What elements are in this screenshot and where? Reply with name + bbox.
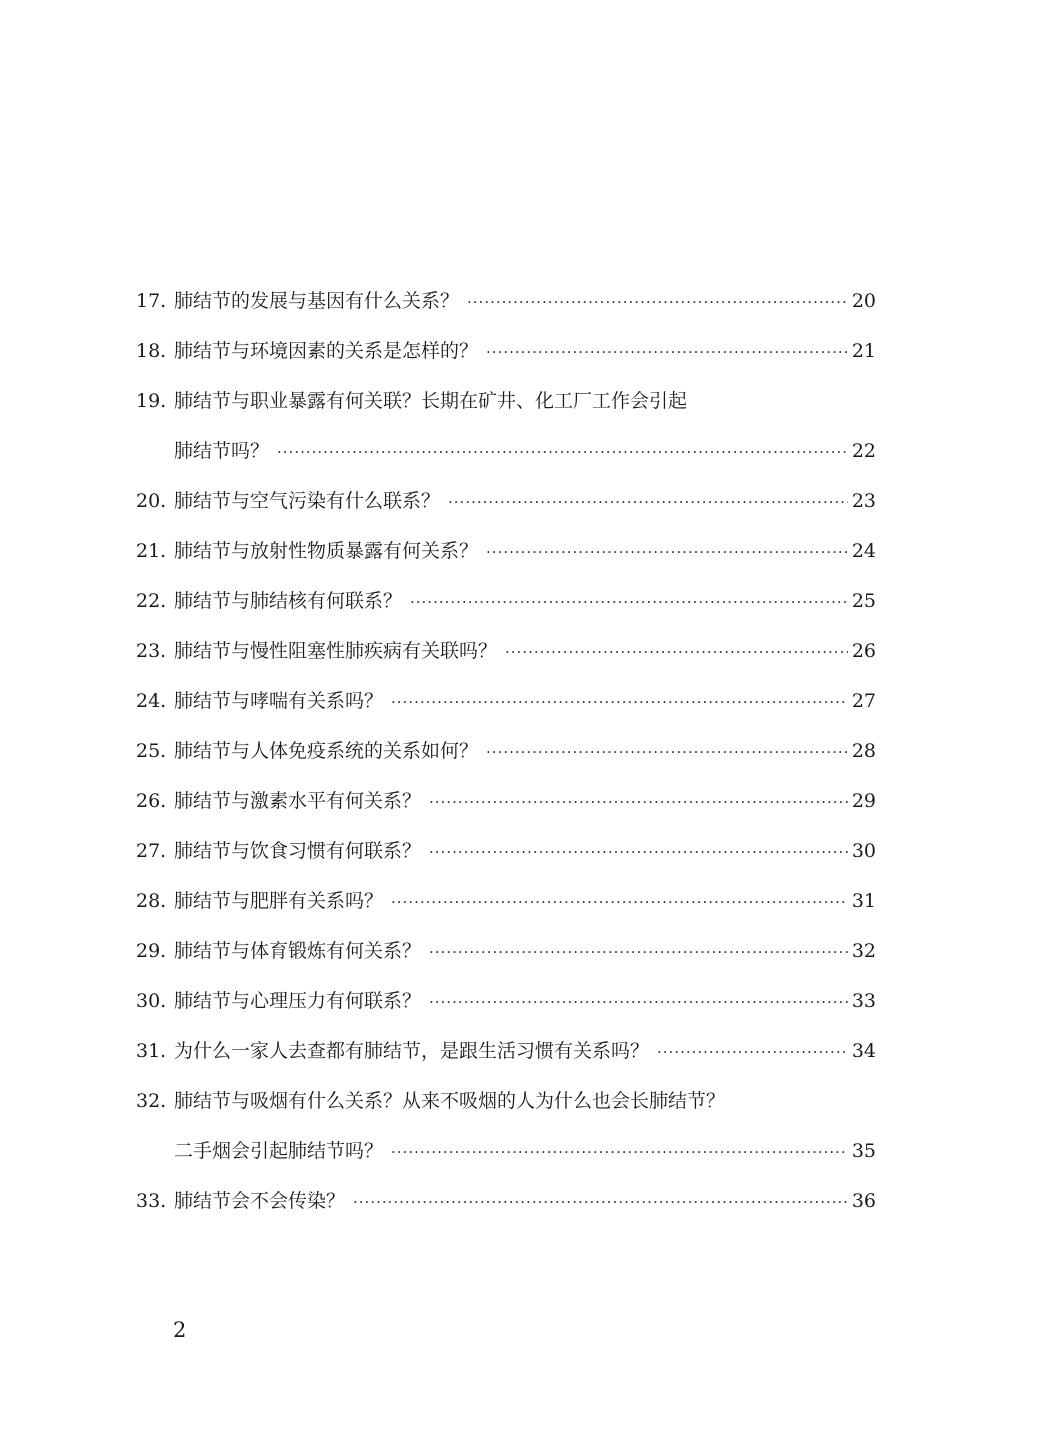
toc-entry[interactable] <box>136 884 876 934</box>
toc-entry-number: 27. <box>136 840 167 862</box>
toc-entry-title: 肺结节与放射性物质暴露有何关系？ <box>174 540 479 562</box>
toc-page-number: 33 <box>851 990 876 1012</box>
dot-leader <box>486 735 848 769</box>
toc-page-number: 36 <box>851 1190 876 1212</box>
toc-entry-continuation[interactable] <box>136 434 876 484</box>
dot-leader <box>429 835 848 869</box>
toc-entry-number: 29. <box>136 940 167 962</box>
dot-leader <box>657 1035 848 1069</box>
toc-entry-number: 18. <box>136 340 167 362</box>
toc-entry-number: 21. <box>136 540 167 562</box>
toc-entry-title: 肺结节与吸烟有什么关系？从来不吸烟的人为什么也会长肺结节？ <box>174 1090 726 1112</box>
toc-page-number: 26 <box>851 640 876 662</box>
dot-leader <box>429 985 848 1019</box>
dot-leader <box>391 885 848 919</box>
toc-entry-title: 肺结节会不会传染？ <box>174 1190 346 1212</box>
toc-entry-number: 24. <box>136 690 167 712</box>
toc-entry[interactable] <box>136 334 876 384</box>
toc-entry-number: 22. <box>136 590 167 612</box>
toc-page-number: 25 <box>851 590 876 612</box>
toc-entry-continuation[interactable] <box>136 1134 876 1184</box>
toc-page-number: 34 <box>851 1040 876 1062</box>
dot-leader <box>486 535 848 569</box>
toc-entry-title: 肺结节的发展与基因有什么关系？ <box>174 290 460 312</box>
dot-leader <box>448 485 848 519</box>
toc-entry-number: 28. <box>136 890 167 912</box>
toc-entry-number: 33. <box>136 1190 167 1212</box>
toc-page-number: 31 <box>851 890 876 912</box>
toc-entry-number: 30. <box>136 990 167 1012</box>
toc-entry-number: 17. <box>136 290 167 312</box>
toc-entry-title: 二手烟会引起肺结节吗？ <box>174 1140 384 1162</box>
toc-entry[interactable] <box>136 734 876 784</box>
toc-entry[interactable] <box>136 1184 876 1234</box>
toc-entry-number: 20. <box>136 490 167 512</box>
toc-page-number: 30 <box>851 840 876 862</box>
toc-entry-number: 31. <box>136 1040 167 1062</box>
toc-entry-title: 肺结节与职业暴露有何关联？长期在矿井、化工厂工作会引起 <box>174 390 688 412</box>
toc-page-number: 28 <box>851 740 876 762</box>
toc-entry-number: 25. <box>136 740 167 762</box>
toc-entry[interactable] <box>136 384 876 434</box>
toc-page-number: 35 <box>851 1140 876 1162</box>
toc-entry[interactable] <box>136 1034 876 1084</box>
toc-entry-title: 肺结节与空气污染有什么联系？ <box>174 490 441 512</box>
toc-entry-title: 肺结节与人体免疫系统的关系如何？ <box>174 740 479 762</box>
dot-leader <box>429 785 848 819</box>
dot-leader <box>486 335 848 369</box>
toc-entry[interactable] <box>136 934 876 984</box>
toc-entry-title: 肺结节与饮食习惯有何联系？ <box>174 840 422 862</box>
dot-leader <box>353 1185 848 1219</box>
toc-entry-number: 19. <box>136 390 167 412</box>
toc-page-number: 21 <box>851 340 876 362</box>
toc-entry[interactable] <box>136 834 876 884</box>
toc-entry-title: 为什么一家人去查都有肺结节，是跟生活习惯有关系吗？ <box>174 1040 650 1062</box>
toc-entry-title: 肺结节与体育锻炼有何关系？ <box>174 940 422 962</box>
toc-page-number: 27 <box>851 690 876 712</box>
toc-entry[interactable] <box>136 684 876 734</box>
toc-entry[interactable] <box>136 584 876 634</box>
toc-entry-title: 肺结节与肥胖有关系吗？ <box>174 890 384 912</box>
toc-entry-number: 23. <box>136 640 167 662</box>
toc-entry-title: 肺结节与肺结核有何联系？ <box>174 590 403 612</box>
toc-entry-title: 肺结节与激素水平有何关系？ <box>174 790 422 812</box>
toc-entry-number: 26. <box>136 790 167 812</box>
toc-entry-title: 肺结节吗？ <box>174 440 270 462</box>
dot-leader <box>429 935 848 969</box>
toc-page-number: 22 <box>851 440 876 462</box>
toc-page-number: 24 <box>851 540 876 562</box>
toc-entry-title: 肺结节与心理压力有何联系？ <box>174 990 422 1012</box>
toc-entry[interactable] <box>136 284 876 334</box>
toc-entry-title: 肺结节与哮喘有关系吗？ <box>174 690 384 712</box>
toc-entry-title: 肺结节与环境因素的关系是怎样的？ <box>174 340 479 362</box>
toc-entry-number: 32. <box>136 1090 167 1112</box>
toc-entry[interactable] <box>136 634 876 684</box>
toc-entry[interactable] <box>136 784 876 834</box>
toc-page-number: 32 <box>851 940 876 962</box>
toc-entry[interactable] <box>136 534 876 584</box>
toc-entry[interactable] <box>136 484 876 534</box>
dot-leader <box>505 635 848 669</box>
dot-leader <box>391 685 848 719</box>
dot-leader <box>467 285 848 319</box>
dot-leader <box>277 435 848 469</box>
dot-leader <box>391 1135 848 1169</box>
toc-entry[interactable] <box>136 1084 876 1134</box>
toc-entry-title: 肺结节与慢性阻塞性肺疾病有关联吗？ <box>174 640 498 662</box>
toc-entry[interactable] <box>136 984 876 1034</box>
toc-page-number: 29 <box>851 790 876 812</box>
dot-leader <box>410 585 848 619</box>
page-number: 2 <box>173 1318 187 1342</box>
toc-page-number: 20 <box>851 290 876 312</box>
toc-page-number: 23 <box>851 490 876 512</box>
table-of-contents <box>136 284 876 1234</box>
